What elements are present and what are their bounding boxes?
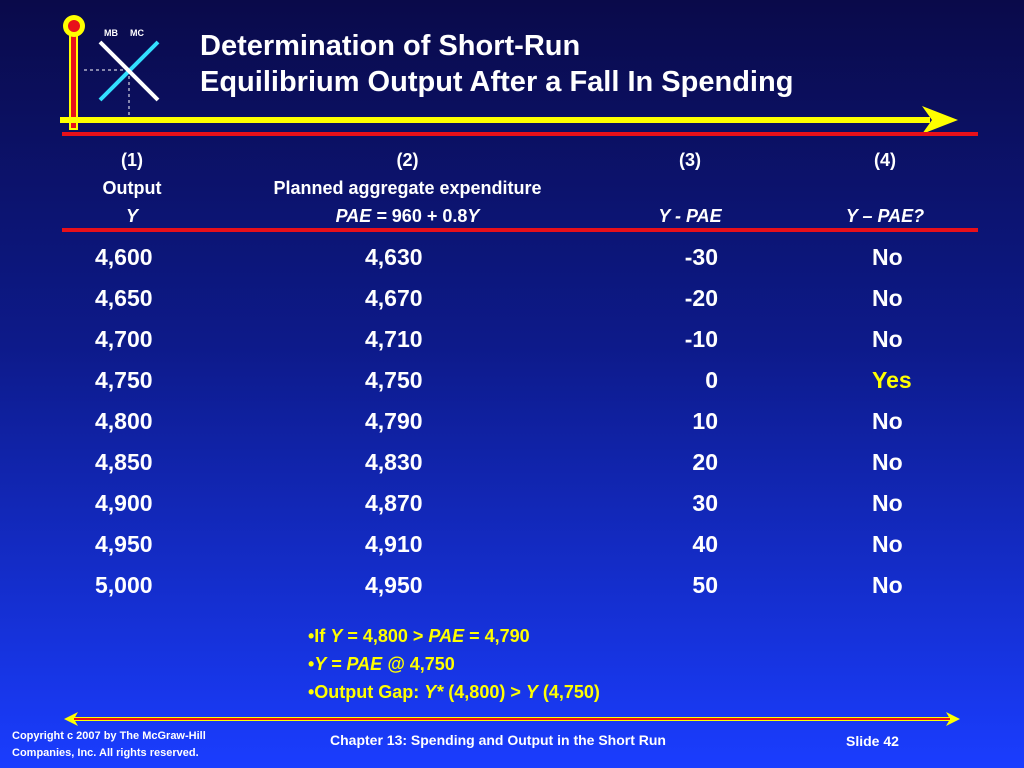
note-3-mid: (4,800) > — [443, 682, 526, 702]
cell-output: 4,800 — [95, 408, 153, 434]
cell-equilibrium: No — [872, 408, 903, 434]
cell-output: 4,650 — [95, 285, 153, 311]
summary-notes — [308, 622, 600, 706]
cell-pae: 4,790 — [365, 408, 423, 434]
cell-equilibrium: No — [872, 572, 903, 598]
cell-pae: 4,750 — [365, 367, 423, 393]
column-formula — [220, 202, 595, 230]
note-2-end: 4,750 — [404, 654, 455, 674]
column-number: (1) — [121, 150, 143, 170]
cell-equilibrium: No — [872, 449, 903, 475]
column-formula: Y — [125, 206, 138, 226]
cell-output: 4,600 — [95, 244, 153, 270]
cell-difference: 10 — [692, 408, 718, 434]
column-formula: Y – PAE? — [845, 206, 925, 226]
table-row — [0, 566, 1024, 607]
slide-title — [200, 28, 990, 100]
formula-body: 960 + 0.8 — [386, 206, 468, 226]
column-header-1 — [72, 146, 192, 230]
column-number: (3) — [679, 150, 701, 170]
title-line-2: Equilibrium Output After a Fall In Spending — [200, 66, 794, 98]
cell-difference: 0 — [705, 367, 718, 393]
note-1-pae: PAE — [428, 626, 465, 646]
logo-mc-label: MC — [130, 28, 144, 38]
table-row — [0, 443, 1024, 484]
slide-number: Slide 42 — [846, 733, 899, 749]
column-label: Planned aggregate expenditure — [273, 178, 542, 198]
column-header-2 — [220, 146, 595, 230]
note-1-end: = 4,790 — [464, 626, 530, 646]
table-row — [0, 484, 1024, 525]
cell-equilibrium: No — [872, 326, 903, 352]
cell-pae: 4,830 — [365, 449, 423, 475]
cell-difference: 50 — [692, 572, 718, 598]
column-header-4 — [810, 146, 960, 230]
table-row — [0, 402, 1024, 443]
cell-output: 4,700 — [95, 326, 153, 352]
logo-circle-inner — [68, 20, 80, 32]
column-label: Output — [102, 178, 162, 198]
cell-equilibrium-yes: Yes — [872, 367, 912, 393]
note-1-mid: = 4,800 > — [342, 626, 429, 646]
note-3-bullet: •Output Gap: — [308, 682, 425, 702]
cell-output: 4,950 — [95, 531, 153, 557]
cell-equilibrium: No — [872, 531, 903, 557]
formula-y: Y — [467, 206, 480, 226]
footer-arrow-icon — [64, 711, 960, 727]
note-1-bullet: •If — [308, 626, 331, 646]
table-row — [0, 279, 1024, 320]
column-label — [620, 174, 760, 202]
cell-equilibrium: No — [872, 490, 903, 516]
cell-equilibrium: No — [872, 285, 903, 311]
note-3-end: (4,750) — [537, 682, 600, 702]
cell-difference: 20 — [692, 449, 718, 475]
table-row — [0, 320, 1024, 361]
cell-difference: -30 — [684, 244, 718, 270]
header-bottom-rule — [62, 228, 978, 232]
cell-equilibrium: No — [872, 244, 903, 270]
chapter-title: Chapter 13: Spending and Output in the Short Run — [330, 732, 666, 748]
cell-pae: 4,870 — [365, 490, 423, 516]
header-top-rule — [62, 132, 978, 136]
note-2-bullet: • — [308, 654, 315, 674]
note-1 — [308, 622, 600, 650]
note-1-y: Y — [330, 626, 343, 646]
note-3 — [308, 678, 600, 706]
column-number: (4) — [874, 150, 896, 170]
cell-difference: -10 — [684, 326, 718, 352]
column-number: (2) — [396, 150, 419, 170]
copyright-line-1: Copyright c 2007 by The McGraw-Hill — [12, 730, 206, 742]
column-label — [810, 174, 960, 202]
logo-mb-label: MB — [104, 28, 118, 38]
cell-output: 4,900 — [95, 490, 153, 516]
data-table — [0, 238, 1024, 607]
cell-output: 4,850 — [95, 449, 153, 475]
title-line-1: Determination of Short-Run — [200, 30, 581, 62]
copyright-notice — [12, 728, 206, 762]
cell-pae: 4,630 — [365, 244, 423, 270]
cell-pae: 4,670 — [365, 285, 423, 311]
table-row-equilibrium — [0, 361, 1024, 402]
cell-difference: -20 — [684, 285, 718, 311]
note-3-ystar: Y* — [424, 682, 444, 702]
cell-output: 4,750 — [95, 367, 153, 393]
copyright-line-2: Companies, Inc. All rights reserved. — [12, 747, 199, 759]
note-3-y: Y — [525, 682, 538, 702]
cell-pae: 4,710 — [365, 326, 423, 352]
cell-difference: 30 — [692, 490, 718, 516]
table-row — [0, 238, 1024, 279]
cell-difference: 40 — [692, 531, 718, 557]
column-formula: Y - PAE — [658, 206, 722, 226]
formula-pae: PAE = — [335, 206, 387, 226]
cell-pae: 4,910 — [365, 531, 423, 557]
table-row — [0, 525, 1024, 566]
column-header-3 — [620, 146, 760, 230]
cell-output: 5,000 — [95, 572, 153, 598]
cell-pae: 4,950 — [365, 572, 423, 598]
note-2 — [308, 650, 600, 678]
note-2-expr: Y = PAE @ — [314, 654, 405, 674]
